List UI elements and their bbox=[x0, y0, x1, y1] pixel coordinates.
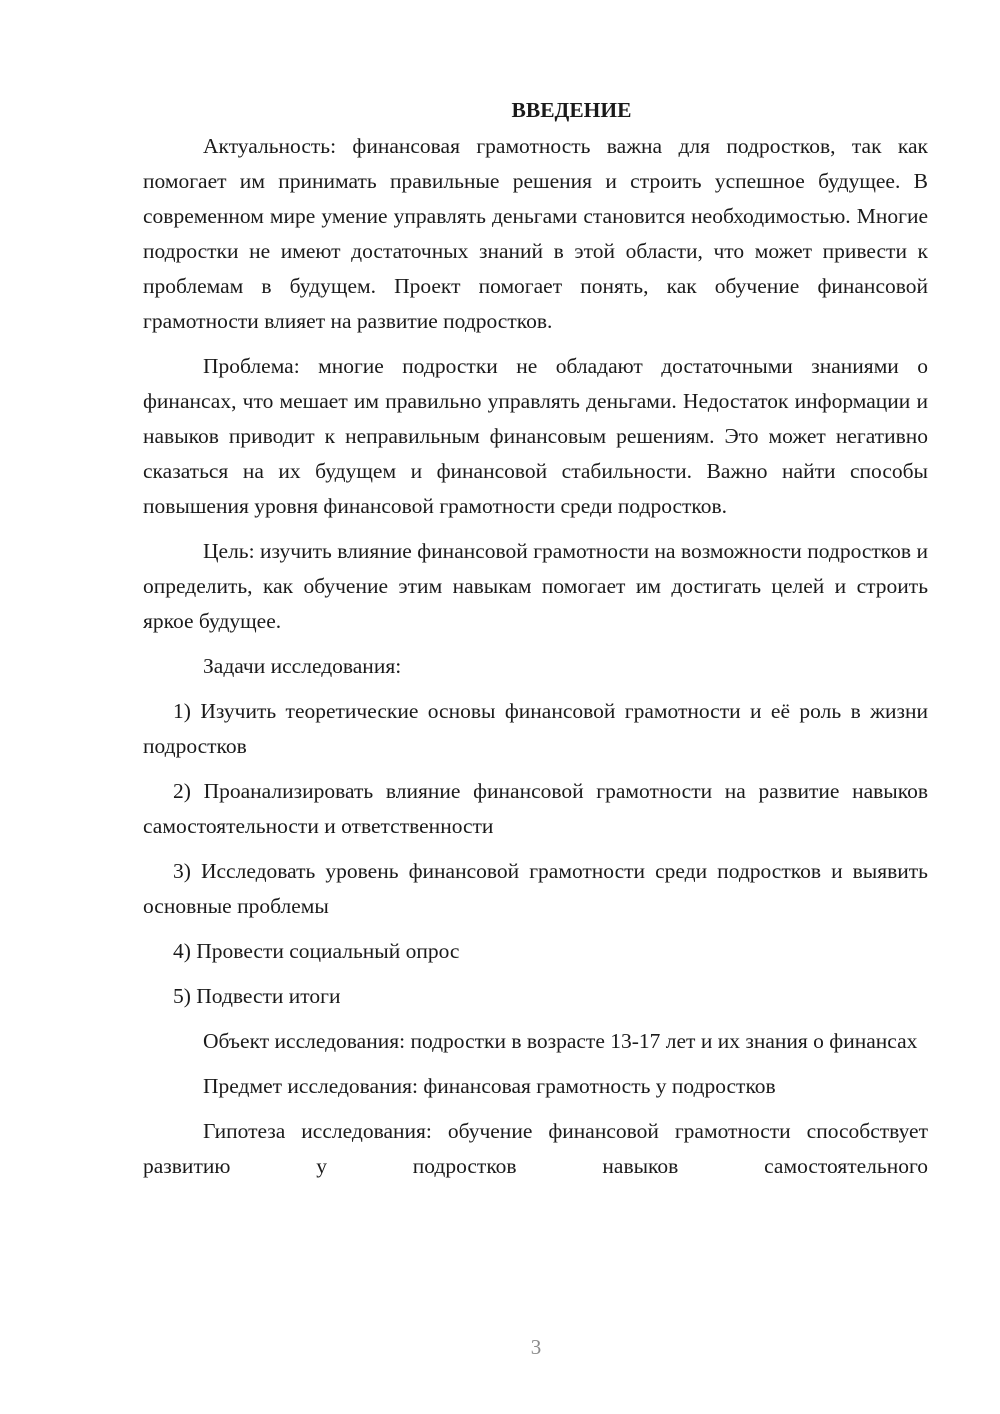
task-item-2: 2) Проанализировать влияние финансовой грамотности на развитие навыков самостоятельности и ответственности bbox=[143, 779, 928, 838]
task-item-3: 3) Исследовать уровень финансовой грамотности среди подростков и выявить основные проблемы bbox=[143, 859, 928, 918]
task-item-4: 4) Провести социальный опрос bbox=[173, 939, 460, 963]
paragraph-problem: Проблема: многие подростки не обладают достаточными знаниями о финансах, что мешает им правильно управлять деньгами. Недостаток информации и навыков приводит к неправильным финансовым решениям. Это может негативно сказаться на их будущем и финансовой стабильности. Важно найти способы повышения уровня финансовой грамотности среди подростков. bbox=[143, 354, 928, 518]
task-item-5: 5) Подвести итоги bbox=[173, 984, 341, 1008]
paragraph-subject: Предмет исследования: финансовая грамотность у подростков bbox=[203, 1074, 776, 1098]
task-item-1: 1) Изучить теоретические основы финансовой грамотности и её роль в жизни подростков bbox=[143, 699, 928, 758]
tasks-heading: Задачи исследования: bbox=[203, 654, 402, 678]
page-content bbox=[143, 93, 928, 1194]
section-title: ВВЕДЕНИЕ bbox=[511, 98, 632, 122]
page-number: 3 bbox=[530, 1335, 542, 1359]
paragraph-relevance: Актуальность: финансовая грамотность важна для подростков, так как помогает им принимать правильные решения и строить успешное будущее. В современном мире умение управлять деньгами становится необходимостью. Многие подростки не имеют достаточных знаний в этой области, что может привести к проблемам в будущем. Проект помогает понять, как обучение финансовой грамотности влияет на развитие подростков. bbox=[143, 134, 928, 333]
paragraph-hypothesis: Гипотеза исследования: обучение финансовой грамотности способствует развитию у подростков навыков самостоятельного bbox=[143, 1119, 928, 1178]
paragraph-goal: Цель: изучить влияние финансовой грамотности на возможности подростков и определить, как обучение этим навыкам помогает им достигать целей и строить яркое будущее. bbox=[143, 539, 928, 633]
paragraph-object: Объект исследования: подростки в возрасте 13-17 лет и их знания о финансах bbox=[203, 1029, 918, 1053]
